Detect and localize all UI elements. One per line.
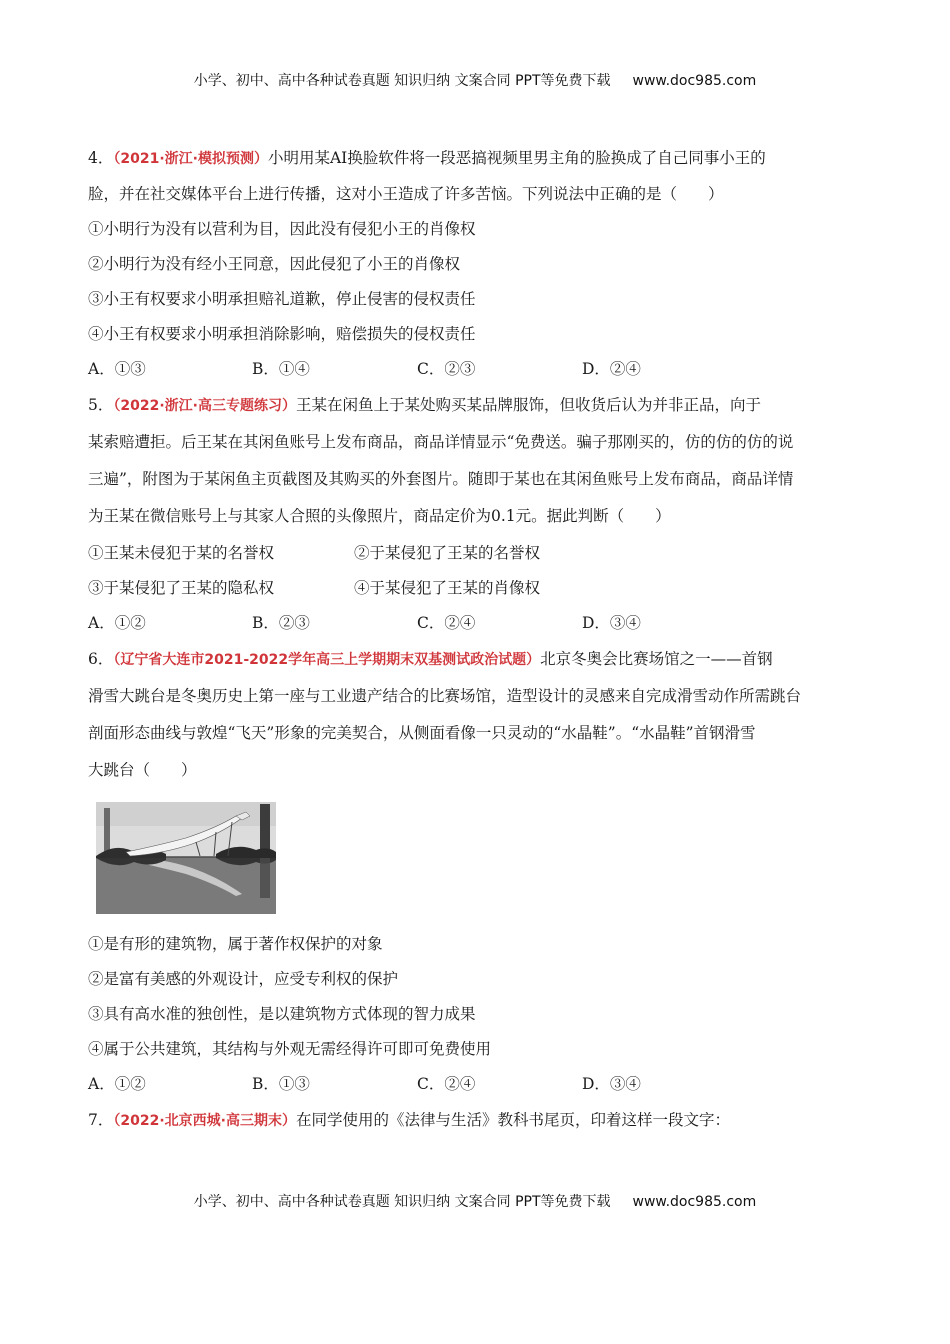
q5-stem-1: 王某在闲鱼上于某处购买某品牌服饰，但收货后认为并非正品，向于 bbox=[295, 396, 761, 414]
q5-option-c[interactable]: C．②④ bbox=[417, 614, 476, 632]
q6-statement-4: ④属于公共建筑，其结构与外观无需经得许可即可免费使用 bbox=[88, 1040, 492, 1058]
ski-jump-photo bbox=[96, 802, 276, 914]
q6-option-c[interactable]: C．②④ bbox=[417, 1075, 476, 1093]
q5-statement-2: ②于某侵犯了王某的名誉权 bbox=[354, 544, 541, 562]
q7-line-1 bbox=[88, 1110, 868, 1131]
q5-source: （2022·浙江·高三专题练习） bbox=[113, 398, 296, 414]
q5-stem-2: 某索赔遭拒。后王某在其闲鱼账号上发布商品，商品详情显示“免费送。骗子那刚买的，仿的仿的仿的说 bbox=[88, 433, 794, 451]
q6-option-a[interactable]: A．①② bbox=[88, 1075, 146, 1093]
q6-stem-2: 滑雪大跳台是冬奥历史上第一座与工业遗产结合的比赛场馆，造型设计的灵感来自完成滑雪动作所需跳台 bbox=[88, 687, 802, 705]
q6-stem-1: 北京冬奥会比赛场馆之一——首钢 bbox=[540, 650, 773, 668]
q6-stem-3: 剖面形态曲线与敦煌“飞天”形象的完美契合，从侧面看像一只灵动的“水晶鞋”。“水晶鞋”首钢滑雪 bbox=[88, 724, 756, 742]
q5-stem-4: 为王某在微信账号上与其家人合照的头像照片，商品定价为0.1元。据此判断（ ） bbox=[88, 507, 671, 525]
q6-stem-4: 大跳台（ ） bbox=[88, 761, 197, 779]
q4-stem-2: 脸，并在社交媒体平台上进行传播，这对小王造成了许多苦恼。下列说法中正确的是（ ） bbox=[88, 185, 724, 203]
q6-option-d[interactable]: D．③④ bbox=[582, 1075, 641, 1093]
q5-statement-3: ③于某侵犯了王某的隐私权 bbox=[88, 579, 275, 597]
q4-statement-1: ①小明行为没有以营利为目，因此没有侵犯小王的肖像权 bbox=[88, 220, 476, 238]
q6-option-b[interactable]: B．①③ bbox=[252, 1075, 310, 1093]
q4-statement-3: ③小王有权要求小明承担赔礼道歉，停止侵害的侵权责任 bbox=[88, 290, 476, 308]
q4-number: 4． bbox=[88, 149, 114, 167]
ski-jump-illustration bbox=[96, 802, 276, 914]
q4-stem-1: 小明用某AI换脸软件将一段恶搞视频里男主角的脸换成了自己同事小王的 bbox=[267, 149, 766, 167]
footer-url[interactable]: www.doc985.com bbox=[632, 1194, 757, 1210]
q6-source: （辽宁省大连市2021-2022学年高三上学期期末双基测试政治试题） bbox=[113, 652, 541, 668]
q5-stem-3: 三遍”，附图为于某闲鱼主页截图及其购买的外套图片。随即于某也在其闲鱼账号上发布商品，商品详情 bbox=[88, 470, 794, 488]
page-footer bbox=[0, 1191, 950, 1211]
q6-statement-1: ①是有形的建筑物，属于著作权保护的对象 bbox=[88, 935, 383, 953]
q4-source: （2021·浙江·模拟预测） bbox=[113, 151, 268, 167]
q4-option-a[interactable]: A．①③ bbox=[88, 360, 146, 378]
q6-statement-3: ③具有高水准的独创性，是以建筑物方式体现的智力成果 bbox=[88, 1005, 476, 1023]
q5-line-1 bbox=[88, 395, 868, 416]
q4-option-b[interactable]: B．①④ bbox=[252, 360, 310, 378]
q5-statement-4: ④于某侵犯了王某的肖像权 bbox=[354, 579, 541, 597]
q7-source: （2022·北京西城·高三期末） bbox=[113, 1113, 296, 1129]
q5-option-a[interactable]: A．①② bbox=[88, 614, 146, 632]
q7-number: 7． bbox=[88, 1111, 114, 1129]
header-url[interactable]: www.doc985.com bbox=[632, 73, 757, 89]
q6-number: 6． bbox=[88, 650, 114, 668]
q4-option-c[interactable]: C．②③ bbox=[417, 360, 476, 378]
q4-line-1 bbox=[88, 148, 868, 169]
page-header bbox=[0, 70, 950, 90]
q5-statement-1: ①王某未侵犯于某的名誉权 bbox=[88, 544, 275, 562]
q5-option-d[interactable]: D．③④ bbox=[582, 614, 641, 632]
footer-text: 小学、初中、高中各种试卷真题 知识归纳 文案合同 PPT等免费下载 bbox=[193, 1194, 611, 1210]
header-text: 小学、初中、高中各种试卷真题 知识归纳 文案合同 PPT等免费下载 bbox=[193, 73, 611, 89]
q6-line-1 bbox=[88, 649, 868, 670]
q4-statement-4: ④小王有权要求小明承担消除影响，赔偿损失的侵权责任 bbox=[88, 325, 476, 343]
q5-option-b[interactable]: B．②③ bbox=[252, 614, 310, 632]
q4-option-d[interactable]: D．②④ bbox=[582, 360, 641, 378]
q4-statement-2: ②小明行为没有经小王同意，因此侵犯了小王的肖像权 bbox=[88, 255, 461, 273]
q6-statement-2: ②是富有美感的外观设计，应受专利权的保护 bbox=[88, 970, 399, 988]
q7-stem-1: 在同学使用的《法律与生活》教科书尾页，印着这样一段文字： bbox=[295, 1111, 730, 1129]
q5-number: 5． bbox=[88, 396, 114, 414]
